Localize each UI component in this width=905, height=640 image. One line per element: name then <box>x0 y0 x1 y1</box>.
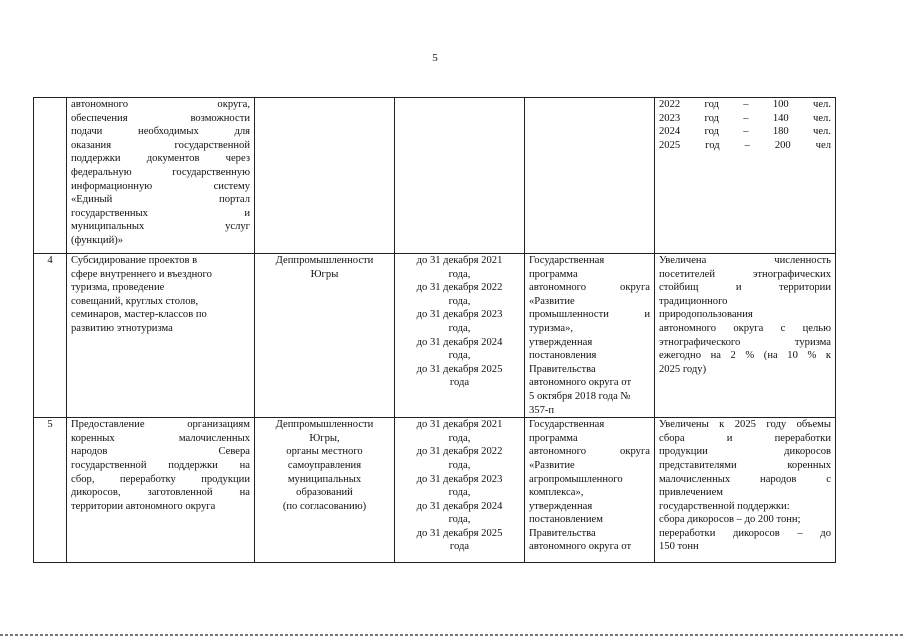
cell-line: оказания государственной <box>71 139 250 151</box>
cell-deadline <box>395 98 525 254</box>
cell-line: года, <box>448 459 471 471</box>
cell-line: Деппромышленности <box>275 255 374 266</box>
cell-line: муниципальных <box>287 473 362 485</box>
cell-line: года, <box>448 487 471 499</box>
cell-line: государственной поддержки: <box>659 500 790 512</box>
cell-line: до 31 декабря 2022 <box>416 446 503 458</box>
cell-line: Предоставление организациям <box>71 419 250 431</box>
cell-executor <box>255 254 395 418</box>
cell-line: федеральную государственную <box>71 166 250 178</box>
cell-line: муниципальных услуг <box>71 221 250 233</box>
cell-line: постановлением <box>529 514 603 526</box>
cell-line: автономного округа с целью <box>659 322 831 334</box>
table-row <box>34 418 836 563</box>
cell-executor <box>255 98 395 254</box>
cell-line: дикоросов, заготовленной на <box>71 487 250 499</box>
cell-line: до 31 декабря 2025 <box>416 363 503 375</box>
cell-line: года, <box>448 432 471 444</box>
cell-line: 2023 год – 140 чел. <box>659 112 831 124</box>
cell-activity <box>67 98 255 254</box>
cell-line: посетителей этнографических <box>659 268 831 280</box>
cell-line: Деппромышленности <box>275 419 374 431</box>
cell-line: 2025 год – 200 чел <box>659 139 831 151</box>
cell-line: до 31 декабря 2024 <box>416 500 503 512</box>
cell-line: до 31 декабря 2023 <box>416 473 503 485</box>
cell-line: Правительства <box>529 363 596 375</box>
cell-line: территории автономного округа <box>71 500 216 512</box>
cell-line: 357-п <box>529 404 555 416</box>
cell-line: программа <box>529 432 578 444</box>
cell-number <box>34 98 67 254</box>
cell-executor <box>255 418 395 563</box>
cell-line: утвержденная <box>529 500 593 512</box>
table-row <box>34 98 836 254</box>
table-row <box>34 254 836 418</box>
cell-line: информационную систему <box>71 180 250 192</box>
cell-line: представителями коренных <box>659 459 831 471</box>
cell-program <box>525 254 655 418</box>
cell-line: 5 октября 2018 года № <box>529 390 631 402</box>
cell-line: Правительства <box>529 527 596 539</box>
cell-line: автономного округа от <box>529 377 632 389</box>
cell-activity <box>67 254 255 418</box>
cell-line: года <box>449 377 470 389</box>
cell-line: утвержденная <box>529 336 593 348</box>
cell-deadline <box>395 418 525 563</box>
cell-line: (функций)» <box>71 234 124 246</box>
cell-line: коренных малочисленных <box>71 432 250 444</box>
cell-line: народов Севера <box>71 446 250 458</box>
cell-line: малочисленных народов с <box>659 473 831 485</box>
cell-number: 5 <box>34 418 67 563</box>
cell-line: автономного округа, <box>71 99 250 110</box>
cell-line: Субсидирование проектов в <box>71 255 198 266</box>
page-number: 5 <box>432 52 438 64</box>
table-body <box>34 98 836 563</box>
cell-number: 4 <box>34 254 67 418</box>
cell-line: развитию этнотуризма <box>71 322 173 334</box>
cell-line: автономного округа от <box>529 541 632 553</box>
cell-result <box>655 98 836 254</box>
cell-program <box>525 98 655 254</box>
cell-line: традиционного <box>659 295 728 307</box>
cell-line: до 31 декабря 2025 <box>416 527 503 539</box>
cell-line: Югры, <box>309 432 340 444</box>
measures-table <box>33 97 836 563</box>
cell-result <box>655 254 836 418</box>
cell-line: 2022 год – 100 чел. <box>659 99 831 110</box>
cell-line: года, <box>448 350 471 362</box>
cell-line: года, <box>448 268 471 280</box>
cell-line: (по согласованию) <box>282 500 367 512</box>
cell-line: туризма, проведение <box>71 282 165 294</box>
cell-line: 2024 год – 180 чел. <box>659 126 831 138</box>
cell-line: ежегодно на 2 % (на 10 % к <box>659 350 831 362</box>
cell-line: семинаров, мастер-классов по <box>71 309 207 321</box>
cell-program <box>525 418 655 563</box>
cell-line: «Единый портал <box>71 194 250 206</box>
cell-deadline <box>395 254 525 418</box>
cell-line: до 31 декабря 2024 <box>416 336 503 348</box>
cell-line: государственной поддержки на <box>71 459 250 471</box>
cell-line: природопользования <box>659 309 753 321</box>
cell-line: переработки дикоросов – до <box>659 527 831 539</box>
cell-line: этнографического туризма <box>659 336 831 348</box>
cell-line: комплекса», <box>529 487 584 499</box>
cell-line: года, <box>448 514 471 526</box>
cell-line: до 31 декабря 2021 <box>416 255 503 266</box>
cell-line: до 31 декабря 2021 <box>416 419 503 431</box>
cell-line: привлечением <box>659 487 723 499</box>
cell-line: обеспечения возможности <box>71 112 250 124</box>
cell-line: сфере внутреннего и въездного <box>71 268 212 280</box>
cell-line: «Развитие <box>529 459 575 471</box>
cell-line: сбора и переработки <box>659 432 831 444</box>
cell-line: года, <box>448 295 471 307</box>
cell-line: агропромышленного <box>529 473 623 485</box>
cell-line: года <box>449 541 470 553</box>
cell-line: Югры <box>310 268 339 280</box>
cell-line: государственных и <box>71 207 250 219</box>
cell-line: поддержки документов через <box>71 153 250 165</box>
cell-result <box>655 418 836 563</box>
cell-line: Государственная <box>529 419 605 431</box>
cell-line: до 31 декабря 2022 <box>416 282 503 294</box>
cell-line: года, <box>448 322 471 334</box>
cell-line: «Развитие <box>529 295 575 307</box>
cell-line: продукции дикоросов <box>659 446 831 458</box>
cell-line: сбора дикоросов – до 200 тонн; <box>659 514 801 526</box>
cell-line: совещаний, круглых столов, <box>71 295 199 307</box>
cell-line: программа <box>529 268 578 280</box>
scan-bottom-edge <box>0 634 905 636</box>
cell-line: промышленности и <box>529 309 650 321</box>
cell-line: туризма», <box>529 322 574 334</box>
cell-line: до 31 декабря 2023 <box>416 309 503 321</box>
cell-line: стойбищ и территории <box>659 282 831 294</box>
cell-line: самоуправления <box>287 459 362 471</box>
cell-line: автономного округа <box>529 282 650 294</box>
cell-line: Увеличена численность <box>659 255 831 266</box>
cell-line: сбор, переработку продукции <box>71 473 250 485</box>
cell-line: подачи необходимых для <box>71 126 250 138</box>
cell-line: образований <box>296 487 353 499</box>
cell-line: органы местного <box>286 446 363 458</box>
cell-line: 150 тонн <box>659 541 699 553</box>
cell-line: автономного округа <box>529 446 650 458</box>
cell-line: постановления <box>529 350 597 362</box>
cell-activity <box>67 418 255 563</box>
cell-line: 2025 году) <box>659 363 707 375</box>
cell-line: Увеличены к 2025 году объемы <box>659 419 831 431</box>
cell-line: Государственная <box>529 255 605 266</box>
